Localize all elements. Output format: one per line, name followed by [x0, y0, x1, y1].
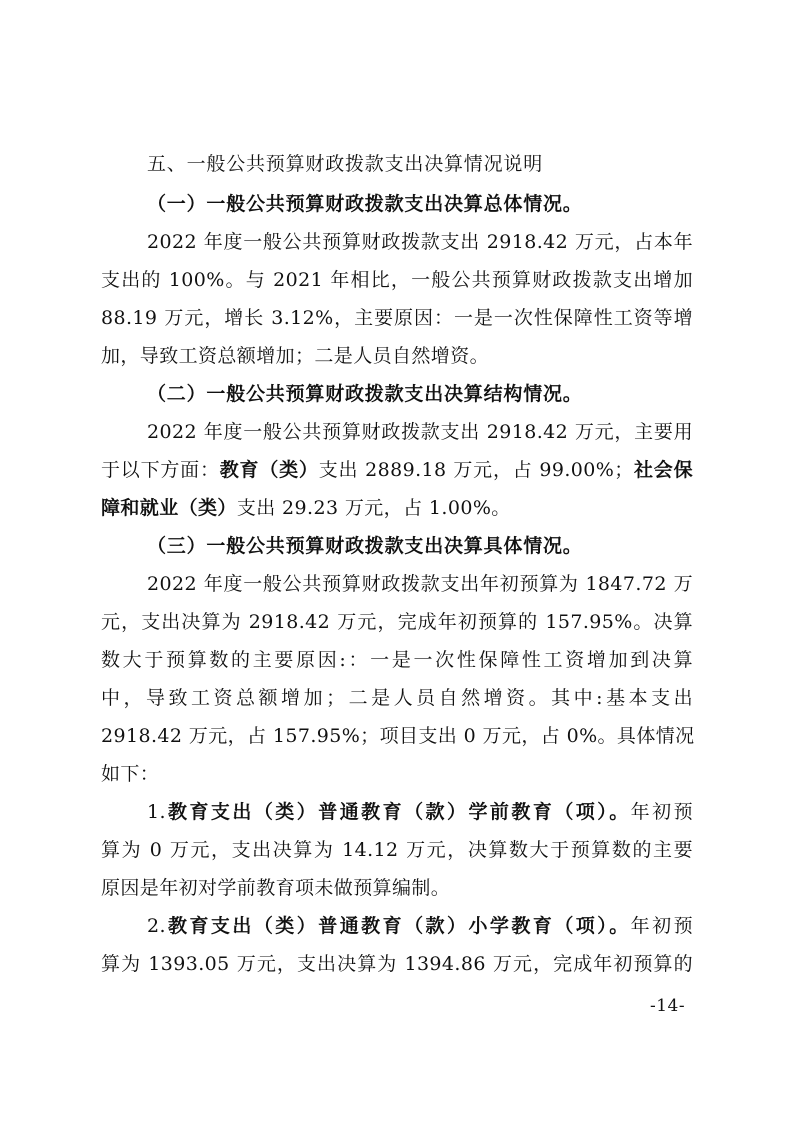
- text-run: 年初预: [630, 915, 693, 937]
- paragraph-line: 加，导致工资总额增加；二是人员自然增资。: [101, 345, 490, 367]
- subsection-heading-1: （一）一般公共预算财政拨款支出决算总体情况。: [147, 193, 583, 215]
- text-run: 支出 2889.18 万元，占 99.00%；: [318, 459, 634, 481]
- subsection-heading-3: （三）一般公共预算财政拨款支出决算具体情况。: [147, 535, 583, 557]
- paragraph-line: 2022 年度一般公共预算财政拨款支出 2918.42 万元，主要用: [147, 421, 693, 443]
- text-run: 于以下方面：: [101, 459, 220, 481]
- bold-category: 教育（类）: [219, 459, 319, 481]
- list-number: 2.: [147, 915, 166, 937]
- paragraph-line: 2022 年度一般公共预算财政拨款支出年初预算为 1847.72 万: [147, 573, 693, 595]
- paragraph-line: 数大于预算数的主要原因:：一是一次性保障性工资增加到决算: [101, 649, 693, 671]
- list-item-title: 教育支出（类）普通教育（款）学前教育（项）。: [165, 801, 631, 823]
- paragraph-line: 2022 年度一般公共预算财政拨款支出 2918.42 万元，占本年: [147, 231, 693, 253]
- paragraph-line: 2918.42 万元，占 157.95%；项目支出 0 万元，占 0%。具体情况: [101, 725, 695, 747]
- bold-category: 障和就业（类）: [101, 497, 237, 519]
- paragraph-line: [101, 494, 693, 522]
- paragraph-line: 88.19 万元，增长 3.12%，主要原因：一是一次性保障性工资等增: [101, 307, 693, 329]
- list-number: 1.: [147, 801, 166, 823]
- text-run: 支出 29.23 万元，占 1.00%。: [236, 497, 511, 519]
- paragraph-line: 如下：: [101, 763, 160, 785]
- paragraph-line: 原因是年初对学前教育项未做预算编制。: [101, 877, 451, 899]
- subsection-heading-2: （二）一般公共预算财政拨款支出决算结构情况。: [147, 383, 583, 405]
- paragraph-line: 支出的 100%。与 2021 年相比，一般公共预算财政拨款支出增加: [101, 269, 693, 291]
- paragraph-line: 算为 1393.05 万元，支出决算为 1394.86 万元，完成年初预算的: [101, 953, 693, 975]
- page-number: -14-: [650, 996, 686, 1016]
- list-item-title: 教育支出（类）普通教育（款）小学教育（项）。: [165, 915, 631, 937]
- paragraph-line: [101, 456, 693, 484]
- list-item-2-line: [147, 912, 693, 940]
- paragraph-line: 算为 0 万元，支出决算为 14.12 万元，决算数大于预算数的主要: [101, 839, 693, 861]
- bold-category: 社会保: [633, 459, 693, 481]
- text-run: 年初预: [630, 801, 693, 823]
- list-item-1-line: [147, 798, 693, 826]
- paragraph-line: 中，导致工资总额增加；二是人员自然增资。其中:基本支出: [101, 687, 693, 709]
- section-title: 五、一般公共预算财政拨款支出决算情况说明: [147, 153, 544, 175]
- paragraph-line: 元，支出决算为 2918.42 万元，完成年初预算的 157.95%。决算: [101, 611, 693, 633]
